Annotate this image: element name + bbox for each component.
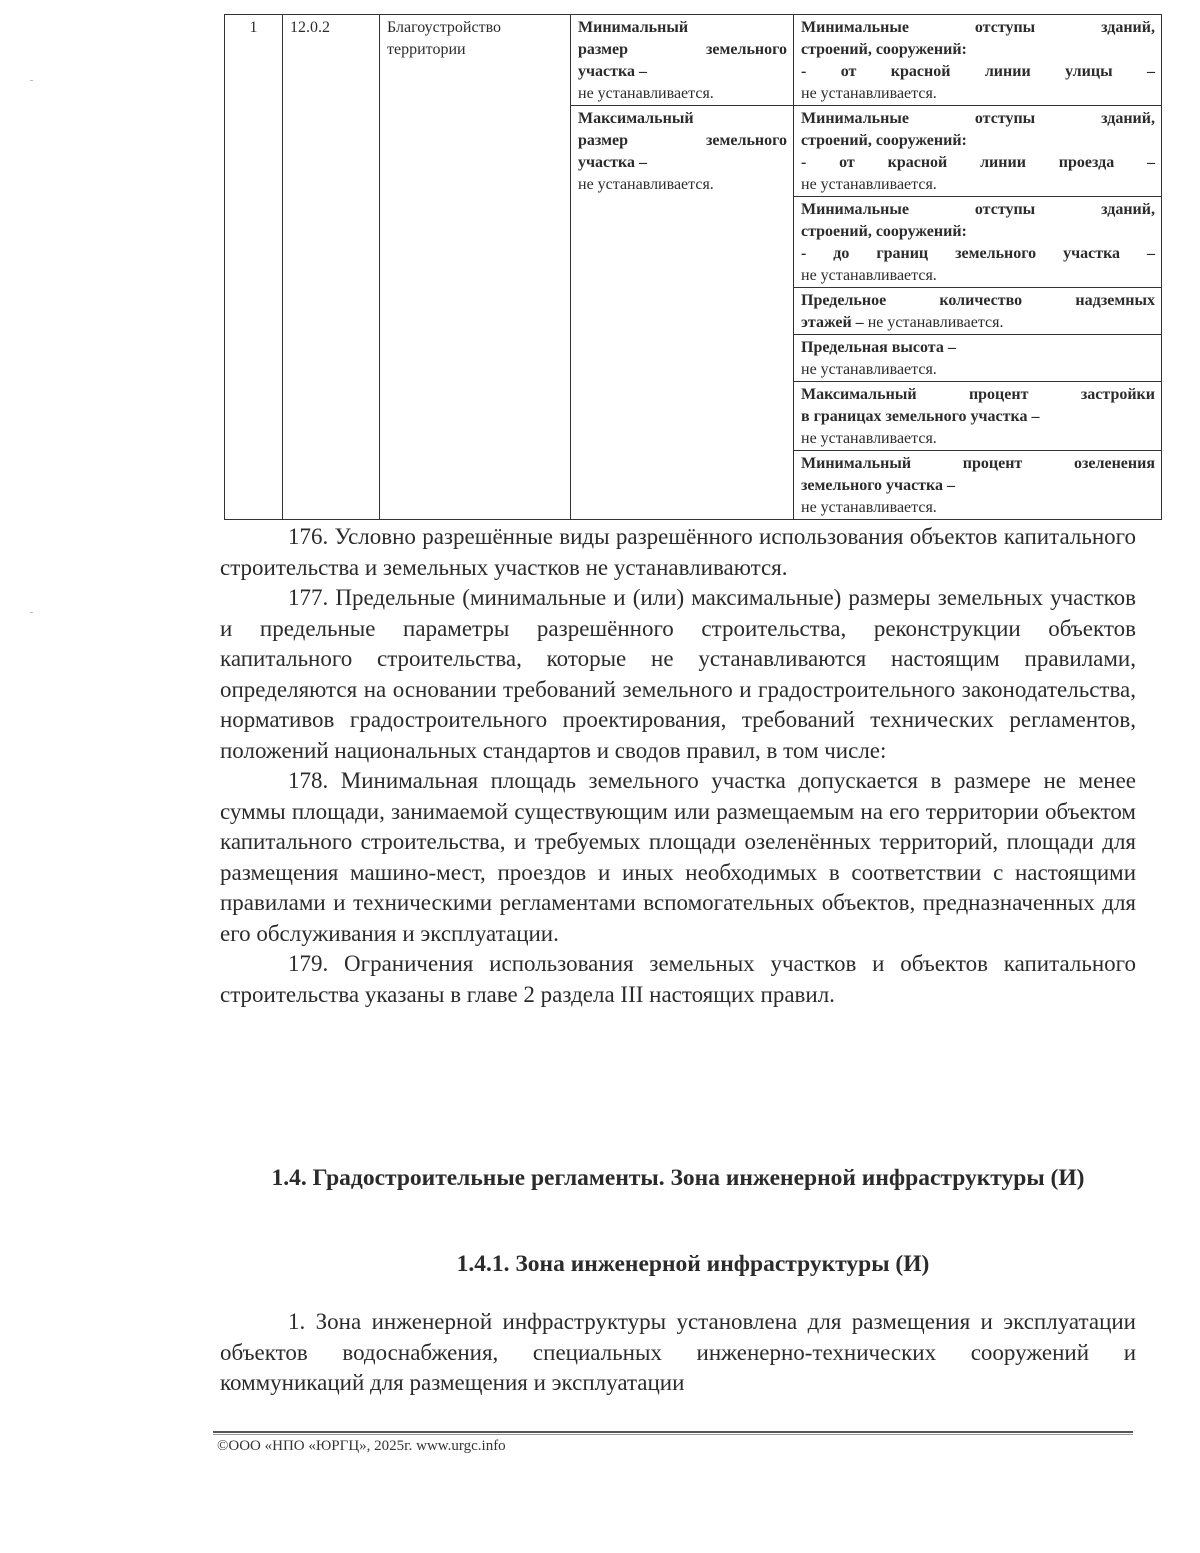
- param-1-line2: строений, сооружений:: [801, 132, 967, 149]
- param-0-line1: Минимальные отступы зданий,: [801, 19, 1155, 36]
- param-1-value: не устанавливается.: [801, 176, 937, 193]
- param-5-line1: Максимальный процент застройки: [801, 386, 1155, 403]
- max-size-cell: [571, 106, 794, 520]
- footer-divider: [213, 1434, 1133, 1435]
- table-row: [225, 15, 1162, 106]
- param-5-line2: в границах земельного участка –: [801, 408, 1040, 425]
- param-4-line1: Предельная высота –: [801, 339, 956, 356]
- paragraph-179: 179. Ограничения использования земельных участков и объектов капитального строительства указаны в главе 2 раздела III настоящих правил.: [220, 951, 1136, 1007]
- param-cell: [794, 382, 1162, 451]
- max-size-line3: участка –: [578, 154, 647, 171]
- param-2-line1: Минимальные отступы зданий,: [801, 201, 1155, 218]
- param-2-value: не устанавливается.: [801, 267, 937, 284]
- param-2-line3: - до границ земельного участка –: [801, 245, 1155, 262]
- max-size-line1: Максимальный: [578, 110, 694, 127]
- use-name-cell: Благоустройство территории: [380, 15, 571, 520]
- subsection-heading: 1.4.1. Зона инженерной инфраструктуры (И): [456, 1251, 930, 1277]
- param-6-line2: земельного участка –: [801, 477, 956, 494]
- param-6-line1: Минимальный процент озеленения: [801, 455, 1155, 472]
- min-size-line3: участка –: [578, 63, 647, 80]
- param-0-line3: - от красной линии улицы –: [801, 63, 1155, 80]
- max-size-value: не устанавливается.: [578, 176, 714, 193]
- zone-text: [220, 1307, 1136, 1399]
- regulation-table: [224, 14, 1162, 520]
- param-1-line3: - от красной линии проезда –: [801, 154, 1155, 171]
- row-number-cell: 1: [225, 15, 283, 520]
- page-footer: ©ООО «НПО «ЮРГЦ», 2025г. www.urgc.info: [217, 1438, 506, 1454]
- footer-divider: [213, 1431, 1133, 1433]
- param-cell: [794, 106, 1162, 197]
- scan-mark: [30, 612, 33, 613]
- param-4-value: не устанавливается.: [801, 361, 937, 378]
- param-cell: [794, 288, 1162, 335]
- scan-mark: [30, 80, 33, 81]
- paragraph-177: 177. Предельные (минимальные и (или) максимальные) размеры земельных участков и предельные параметры разрешённого строительства, реконструкции объектов капитального строительства, которые не устанавливаются настоящим правилами, определяются на основании требований земельного и градостроительного законодательства, нормативов градостроительного проектирования, требований технических регламентов, положений национальных стандартов и сводов правил, в том числе:: [220, 585, 1136, 763]
- param-cell: [794, 451, 1162, 520]
- min-size-line2: размер земельного: [578, 41, 787, 58]
- param-cell: [794, 335, 1162, 382]
- param-3-line1: Предельное количество надземных: [801, 292, 1155, 309]
- body-text: [220, 522, 1136, 1010]
- paragraph-176: 176. Условно разрешённые виды разрешённого использования объектов капитального строительства и земельных участков не устанавливаются.: [220, 524, 1136, 580]
- max-size-line2: размер земельного: [578, 132, 787, 149]
- param-cell: [794, 15, 1162, 106]
- param-3-value: не устанавливается.: [863, 314, 1004, 331]
- param-1-line1: Минимальные отступы зданий,: [801, 110, 1155, 127]
- param-0-line2: строений, сооружений:: [801, 41, 967, 58]
- code-cell: 12.0.2: [283, 15, 380, 520]
- paragraph-178: 178. Минимальная площадь земельного участка допускается в размере не менее суммы площади, занимаемой существующим или размещаемым на его территории объектом капитального строительства, и требуемых площади озеленённых территорий, площади для размещения машино-мест, проездов и иных необходимых в соответствии с настоящими правилами и техническими регламентами вспомогательных объектов, предназначенных для его обслуживания и эксплуатации.: [220, 768, 1136, 946]
- param-3-line2: этажей –: [801, 314, 864, 331]
- param-0-value: не устанавливается.: [801, 85, 937, 102]
- section-heading: 1.4. Градостроительные регламенты. Зона инженерной инфраструктуры (И): [271, 1165, 1085, 1191]
- param-2-line2: строений, сооружений:: [801, 223, 967, 240]
- min-size-cell: [571, 15, 794, 106]
- min-size-line1: Минимальный: [578, 19, 689, 36]
- param-cell: [794, 197, 1162, 288]
- min-size-value: не устанавливается.: [578, 85, 714, 102]
- param-6-value: не устанавливается.: [801, 499, 937, 516]
- param-5-value: не устанавливается.: [801, 430, 937, 447]
- paragraph-1: 1. Зона инженерной инфраструктуры установлена для размещения и эксплуатации объектов водоснабжения, специальных инженерно-технических сооружений и коммуникаций для размещения и эксплуатации: [220, 1309, 1136, 1395]
